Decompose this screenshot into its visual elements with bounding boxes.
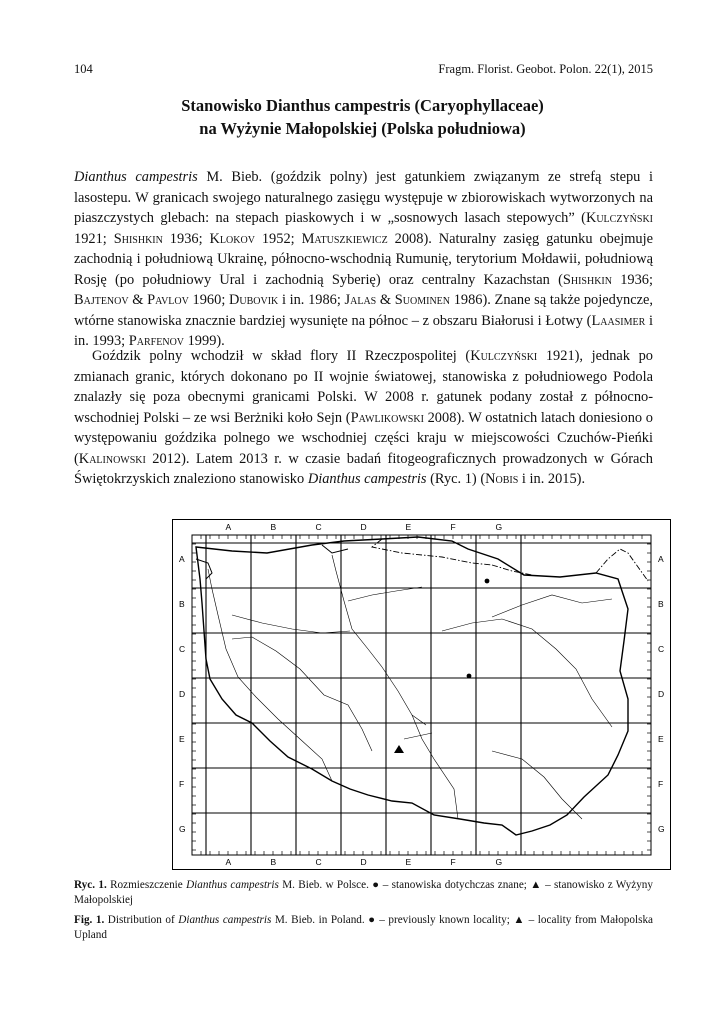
text: i in. 2015).	[518, 471, 586, 487]
citation-author: Shishkin	[562, 271, 612, 288]
citation-author: Bajtenov	[74, 292, 129, 308]
river-bug	[442, 619, 612, 727]
citation-author: Dubovik	[228, 292, 279, 308]
text: &	[128, 292, 148, 308]
row-label-right: E	[658, 734, 664, 744]
citation-author: Parfenov	[128, 333, 185, 349]
column-label-top: C	[315, 522, 322, 532]
poland-border	[196, 537, 628, 835]
caption-english	[74, 913, 653, 943]
citation-author: Shishkin	[113, 230, 163, 247]
eastern-border	[596, 549, 648, 581]
column-label-top: D	[360, 522, 367, 532]
column-label-bottom: A	[225, 857, 232, 867]
text: 1952;	[254, 230, 302, 247]
text: i in. 1993;	[74, 312, 653, 349]
caption-label: Ryc. 1.	[74, 879, 107, 891]
row-label-left: A	[179, 554, 185, 564]
column-label-top: E	[405, 522, 412, 532]
text: M. Bieb. (goździk polny) jest gatunkiem związanym ze strefą stepu i lasostepu. W granicach swojego naturalnego zasięgu występuje w zbiorowiskach wytworzonych na piaszczystych glebach: na stepach piaskowych i w „sosnowych lasach stepowych” (	[74, 169, 653, 226]
column-label-bottom: B	[270, 857, 277, 867]
river-oder	[208, 569, 332, 781]
citation-author: Suominen	[394, 292, 451, 308]
journal-header: Fragm. Florist. Geobot. Polon. 22(1), 2015	[438, 62, 653, 76]
citation-author: Kalinowski	[78, 450, 146, 467]
row-label-right: F	[658, 779, 664, 789]
river-narew	[492, 595, 612, 617]
row-label-right: G	[658, 824, 665, 834]
text: 2008). W ostatnich latach doniesiono o występowaniu goździka polnego we wschodniej części kraju w miejscowości Czuchów-Pieńki (	[74, 409, 653, 467]
river-san	[492, 751, 582, 819]
column-label-bottom: E	[405, 857, 412, 867]
page-number: 104	[74, 62, 93, 76]
text: 2012). Latem 2013 r. w czasie badań fitogeograficznych prowadzonych w Górach Świętokrzyskich znaleziono stanowisko	[74, 450, 653, 487]
locality-dot-czuchow	[467, 674, 472, 679]
row-label-left: C	[179, 644, 186, 654]
text: 1999).	[184, 333, 225, 349]
row-label-right: C	[658, 644, 665, 654]
text: 1921;	[74, 230, 114, 247]
text: 1936;	[162, 230, 210, 247]
paragraph-2	[74, 346, 653, 490]
text: 1921), jednak po zmianach granic, których dokonano po II wojnie światowej, stanowiska z południowego Podola znalazły się poza obecnymi granicami Polski. W 2008 r. gatunek podany został z północno-wschodniej Polski – ze wsi Berżniki koło Sejn (	[74, 348, 653, 426]
column-label-top: B	[270, 522, 277, 532]
paragraph-1	[74, 167, 653, 352]
column-label-bottom: C	[315, 857, 322, 867]
text: M. Bieb. w Polsce. ● – stanowiska dotychczas znane; ▲ – stanowisko z Wyżyny Małopolskiej	[74, 879, 653, 906]
map-frame-inner	[192, 535, 651, 855]
row-label-right: A	[658, 554, 664, 564]
river-vistula	[332, 555, 458, 819]
citation-author: Laasimer	[591, 312, 646, 329]
row-label-left: D	[179, 689, 186, 699]
distribution-map	[172, 519, 671, 870]
row-label-left: G	[179, 824, 186, 834]
citation-author: Nobis	[485, 471, 519, 487]
species-name: Dianthus campestris	[74, 169, 198, 185]
row-label-left: E	[179, 734, 185, 744]
caption-polish	[74, 878, 653, 908]
citation-author: Pavlov	[147, 292, 189, 308]
text: 1986). Znane są także pojedyncze, wtórne stanowiska znacznie bardziej wysunięte na północ – z obszaru Białorusi i Łotwy (	[74, 292, 653, 329]
frame-ticks	[192, 535, 651, 855]
text: 1960;	[188, 292, 229, 308]
text: 1936;	[611, 271, 653, 288]
text: &	[376, 292, 395, 308]
species-name: Dianthus campestris	[186, 879, 279, 891]
text: Rozmieszczenie	[106, 879, 187, 891]
row-label-right: D	[658, 689, 665, 699]
article-title-line-2: na Wyżynie Małopolskiej (Polska południowa)	[199, 119, 526, 138]
atpol-grid	[192, 535, 651, 855]
column-label-bottom: G	[495, 857, 503, 867]
citation-author: Matuszkiewicz	[301, 230, 388, 247]
river-pilica	[404, 715, 432, 739]
text: i in. 1986;	[278, 292, 345, 308]
row-label-left: B	[179, 599, 185, 609]
locality-dot-berzniki	[485, 579, 490, 584]
row-label-left: F	[179, 779, 185, 789]
bug-line	[492, 565, 532, 575]
river-drweca	[348, 587, 422, 601]
text: 2008). Naturalny zasięg gatunku obejmuje zachodnią i południową Ukrainę, północno-wschodnią Rumunię, terytorium Mołdawii, południową Rosję (po południowy Ural i zachodnią Syberię) oraz centralny Kazachstan (	[74, 230, 653, 288]
citation-author: Klokov	[209, 230, 255, 247]
map-frame-outer	[173, 520, 671, 870]
row-label-right: B	[658, 599, 664, 609]
species-name: Dianthus campestris	[307, 471, 427, 487]
column-label-top: G	[495, 522, 503, 532]
text: Distribution of	[104, 914, 179, 926]
text: (Ryc. 1) (	[426, 471, 486, 487]
caption-label: Fig. 1.	[74, 914, 105, 926]
citation-author: Pawlikowski	[350, 409, 424, 426]
citation-author: Kulczyński	[470, 348, 538, 364]
column-label-bottom: F	[450, 857, 456, 867]
river-noteć	[232, 615, 350, 633]
text: M. Bieb. in Poland. ● – previously known locality; ▲ – locality from Małopolska Upland	[74, 914, 653, 941]
locality-triangle-malopolska	[394, 745, 404, 753]
citation-author: Kulczyński	[585, 210, 653, 226]
column-label-top: A	[225, 522, 232, 532]
species-name: Dianthus campestris	[178, 914, 272, 926]
citation-author: Jalas	[344, 292, 377, 308]
article-title-line-1: Stanowisko Dianthus campestris (Caryophyllaceae)	[181, 96, 544, 115]
column-label-top: F	[450, 522, 456, 532]
text: Goździk polny wchodził w skład flory II Rzeczpospolitej (	[92, 348, 471, 364]
column-label-bottom: D	[360, 857, 367, 867]
